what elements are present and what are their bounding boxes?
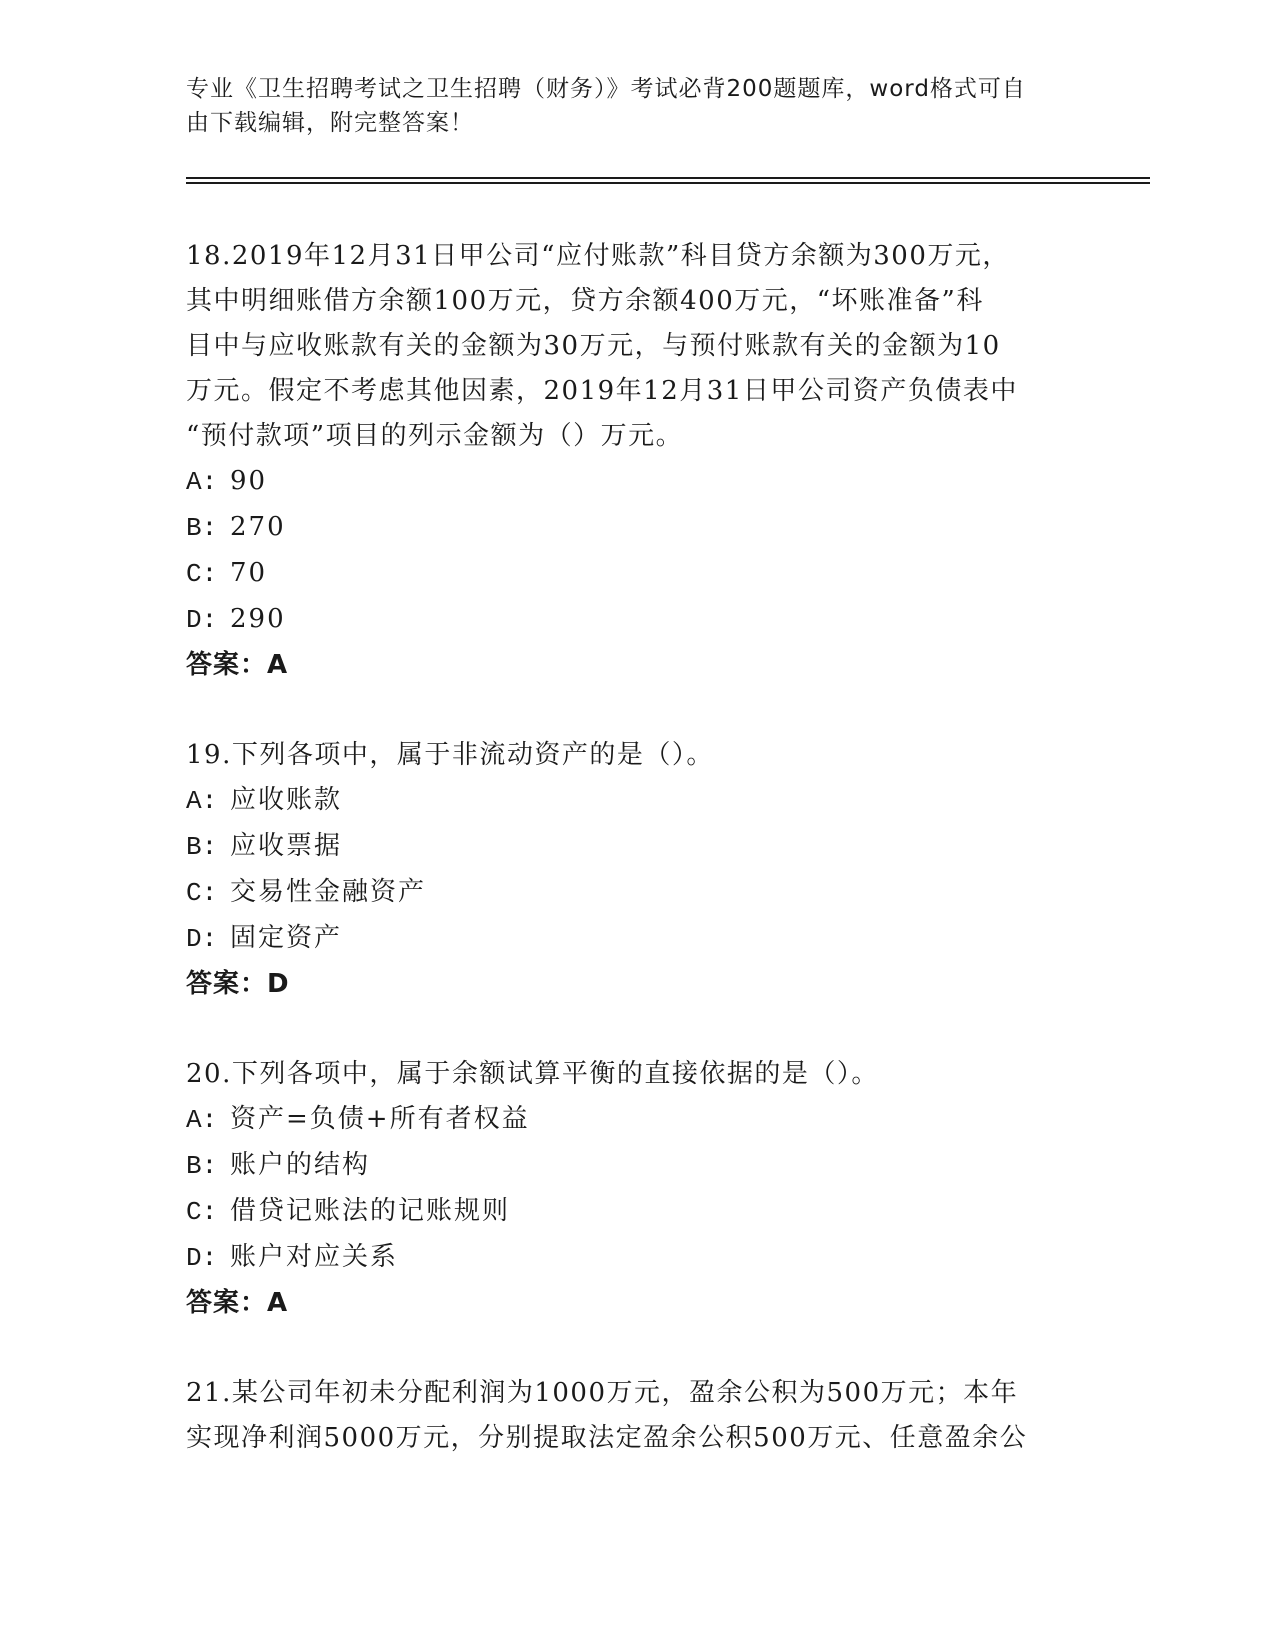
option-c	[186, 1189, 1086, 1235]
option-text: 应收票据	[230, 831, 343, 861]
option-text: 交易性金融资产	[230, 877, 427, 907]
option-c	[186, 870, 1086, 916]
question-stem-line: 18.2019年12月31日甲公司“应付账款”科目贷方余额为300万元，	[186, 241, 1010, 271]
question-stem-line: 21.某公司年初未分配利润为1000万元，盈余公积为500万元；本年	[186, 1378, 1019, 1408]
question-stem-line: 万元。假定不考虑其他因素，2019年12月31日甲公司资产负债表中	[186, 376, 1018, 406]
question-stem-line: 目中与应收账款有关的金额为30万元，与预付账款有关的金额为10	[186, 331, 1001, 361]
question-18	[186, 234, 1086, 688]
spacer	[186, 1326, 1086, 1371]
option-key: A:	[186, 467, 218, 497]
option-d	[186, 916, 1086, 962]
option-text: 借贷记账法的记账规则	[230, 1196, 511, 1226]
spacer	[186, 688, 1086, 733]
option-key: C:	[186, 1197, 218, 1227]
answer-line: 答案：A	[186, 650, 289, 680]
option-key: B:	[186, 1151, 218, 1181]
option-b	[186, 824, 1086, 870]
option-a	[186, 459, 1086, 505]
option-d	[186, 1235, 1086, 1281]
answer-line: 答案：D	[186, 969, 290, 999]
option-key: A:	[186, 1105, 218, 1135]
header-line-2: 由下载编辑，附完整答案！	[186, 110, 474, 136]
header-line-1: 专业《卫生招聘考试之卫生招聘（财务）》考试必背200题题库，word格式可自	[186, 76, 1026, 102]
question-stem-line: “预付款项”项目的列示金额为（）万元。	[186, 421, 684, 451]
option-key: C:	[186, 878, 218, 908]
option-d	[186, 597, 1086, 643]
question-19	[186, 733, 1086, 1007]
question-stem-line: 20.下列各项中，属于余额试算平衡的直接依据的是（）。	[186, 1059, 879, 1089]
question-stem-line: 其中明细账借方余额100万元，贷方余额400万元，“坏账准备”科	[186, 286, 984, 316]
answer-line: 答案：A	[186, 1288, 289, 1318]
option-key: C:	[186, 559, 218, 589]
document-header	[186, 72, 1066, 140]
option-text: 270	[230, 512, 286, 542]
spacer	[186, 1007, 1086, 1052]
header-divider-bottom	[186, 182, 1150, 184]
option-c	[186, 551, 1086, 597]
option-key: B:	[186, 513, 218, 543]
option-b	[186, 1143, 1086, 1189]
question-20	[186, 1052, 1086, 1326]
option-text: 固定资产	[230, 923, 343, 953]
option-a	[186, 1097, 1086, 1143]
option-key: D:	[186, 605, 218, 635]
question-list	[186, 234, 1086, 1461]
question-stem-line: 19.下列各项中，属于非流动资产的是（）。	[186, 740, 714, 770]
option-text: 账户对应关系	[230, 1242, 399, 1272]
option-b	[186, 505, 1086, 551]
option-key: A:	[186, 786, 218, 816]
option-key: B:	[186, 832, 218, 862]
option-key: D:	[186, 924, 218, 954]
option-text: 资产=负债+所有者权益	[230, 1104, 530, 1134]
option-key: D:	[186, 1243, 218, 1273]
option-text: 应收账款	[230, 785, 343, 815]
option-text: 账户的结构	[230, 1150, 371, 1180]
option-text: 290	[230, 604, 286, 634]
option-a	[186, 778, 1086, 824]
question-stem-line: 实现净利润5000万元，分别提取法定盈余公积500万元、任意盈余公	[186, 1423, 1028, 1453]
question-21	[186, 1371, 1086, 1461]
option-text: 90	[230, 466, 268, 496]
header-divider-top	[186, 177, 1150, 179]
option-text: 70	[230, 558, 268, 588]
